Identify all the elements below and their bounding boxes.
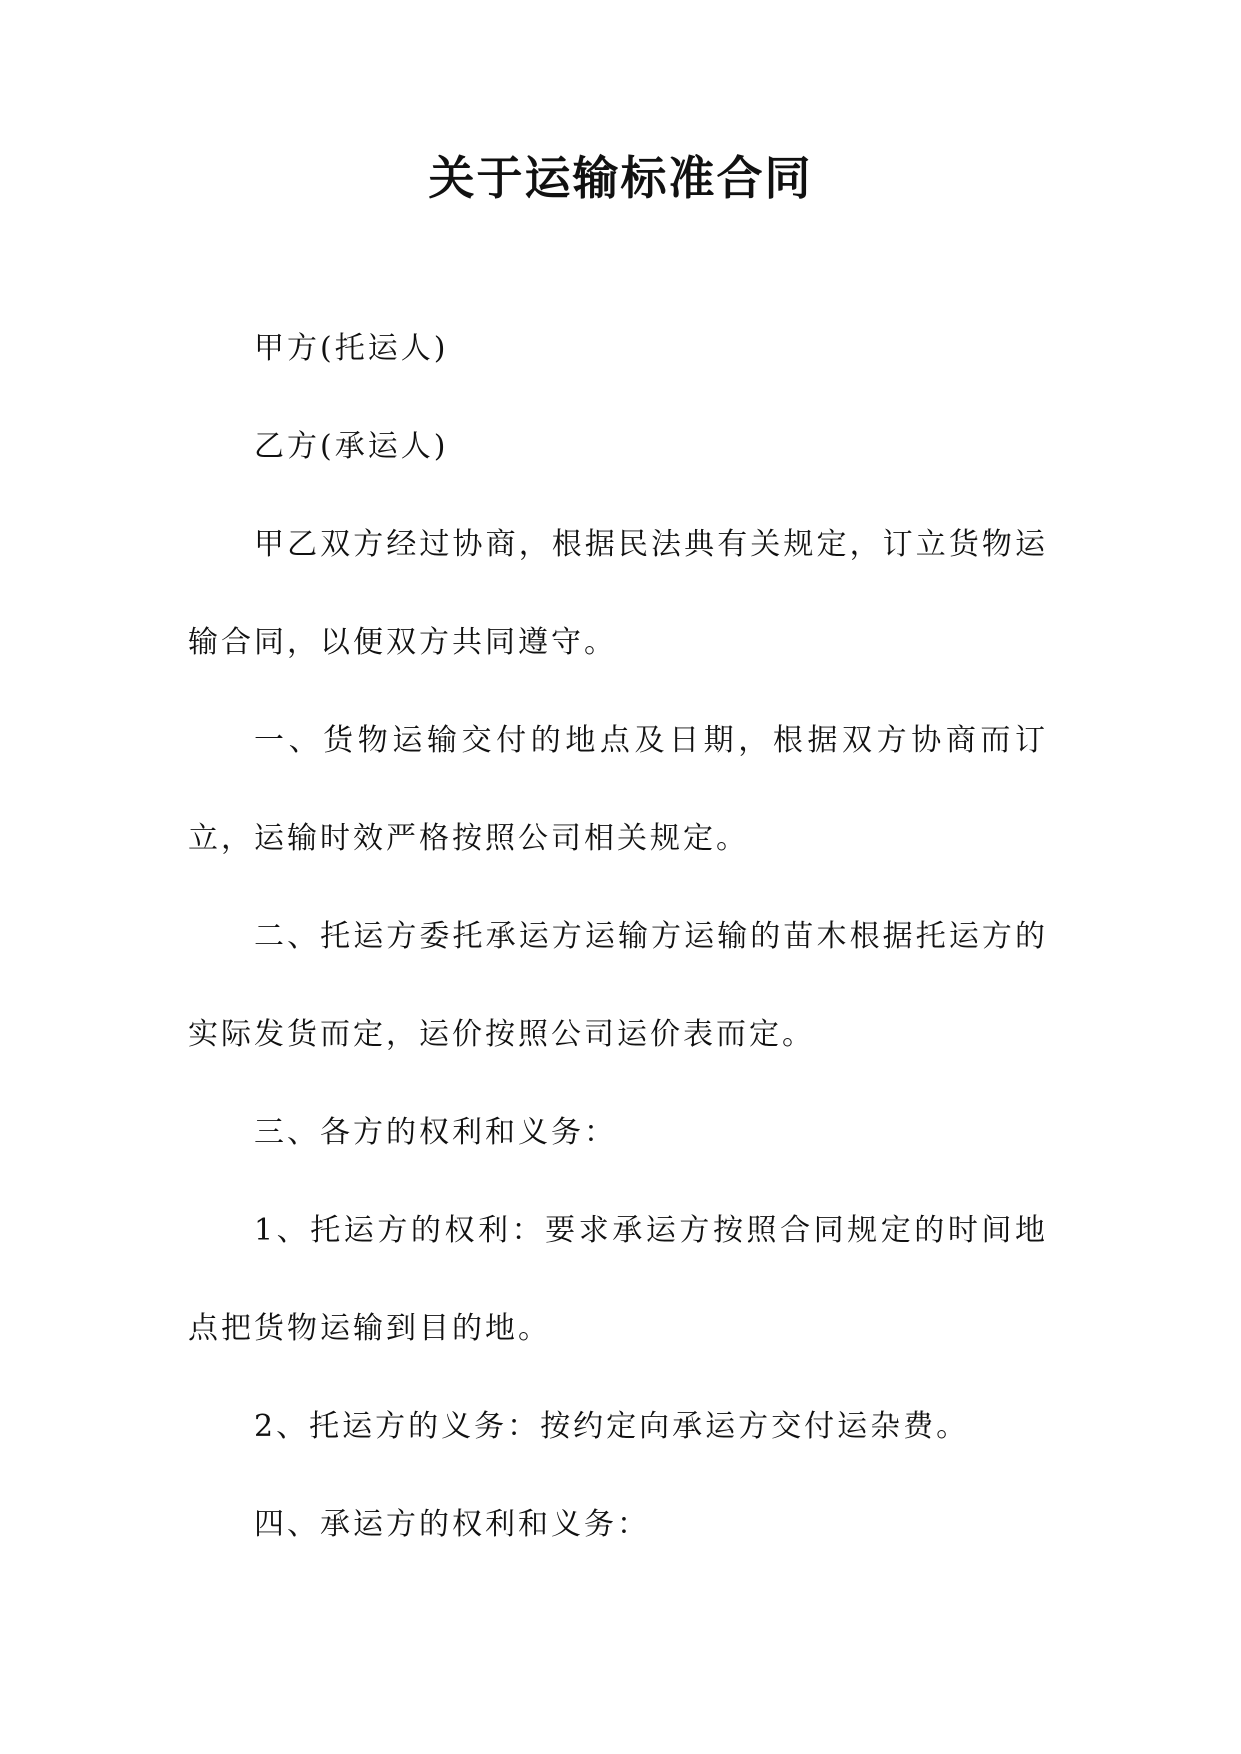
paragraph-party-a: 甲方(托运人) xyxy=(254,331,449,366)
paragraph-clause-4: 四、承运方的权利和义务： xyxy=(254,1507,650,1542)
document-body xyxy=(188,300,1048,1574)
paragraph-clause-2: 二、托运方委托承运方运输方运输的苗木根据托运方的实际发货而定，运价按照公司运价表而定。 xyxy=(188,919,1048,1052)
paragraph-clause-3: 三、各方的权利和义务： xyxy=(254,1115,617,1150)
document-title: 关于运输标准合同 xyxy=(428,151,813,205)
paragraph-clause-3-1: 1、托运方的权利：要求承运方按照合同规定的时间地点把货物运输到目的地。 xyxy=(188,1213,1048,1346)
paragraph-preamble: 甲乙双方经过协商，根据民法典有关规定，订立货物运输合同，以便双方共同遵守。 xyxy=(188,527,1048,660)
paragraph-party-b: 乙方(承运人) xyxy=(254,429,449,464)
paragraph-clause-3-2: 2、托运方的义务：按约定向承运方交付运杂费。 xyxy=(254,1409,970,1444)
paragraph-clause-1: 一、货物运输交付的地点及日期，根据双方协商而订立，运输时效严格按照公司相关规定。 xyxy=(188,723,1048,856)
